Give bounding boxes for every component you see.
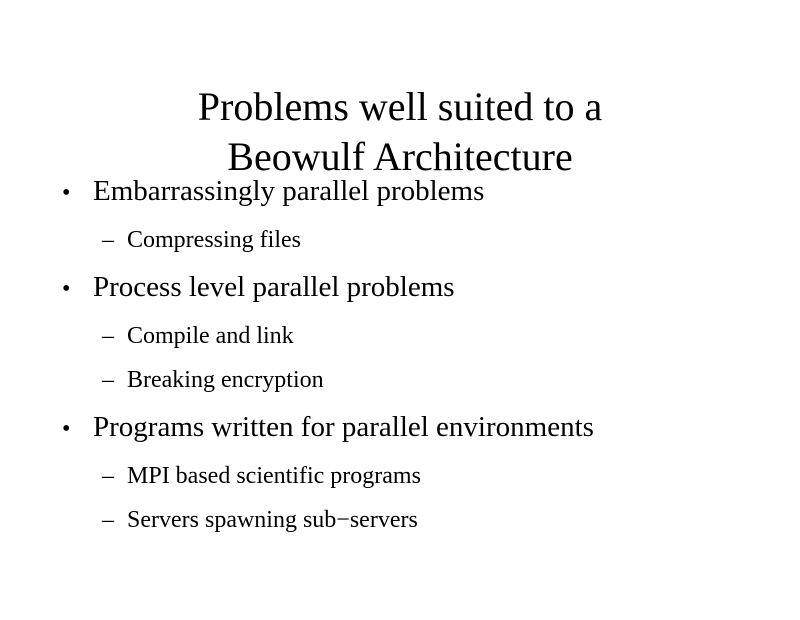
sub-item-text: Servers spawning sub−servers [127,507,418,533]
sub-item-text: Breaking encryption [127,367,324,393]
bullet-row [62,408,782,448]
sub-item [102,224,782,256]
slide-title [0,82,800,182]
bullet-text: Programs written for parallel environments [93,411,594,443]
bullet-list [62,172,782,548]
dash-icon: – [102,227,114,253]
sub-item-text: MPI based scientific programs [127,463,421,489]
bullet-item [62,172,782,256]
title-line-2: Beowulf Architecture [227,133,573,179]
bullet-item [62,408,782,536]
sub-item [102,364,782,396]
bullet-row [62,172,782,212]
sub-list [102,224,782,256]
sub-item-text: Compressing files [127,227,301,253]
bullet-row [62,268,782,308]
sub-item-text: Compile and link [127,323,294,349]
bullet-text: Embarrassingly parallel problems [93,175,485,207]
bullet-text: Process level parallel problems [93,271,455,303]
bullet-point-icon: • [62,416,71,442]
bullet-point-icon: • [62,180,71,206]
sub-item [102,320,782,352]
dash-icon: – [102,507,114,533]
sub-item [102,504,782,536]
dash-icon: – [102,463,114,489]
title-line-1: Problems well suited to a [197,83,603,129]
dash-icon: – [102,367,114,393]
bullet-item [62,268,782,396]
bullet-point-icon: • [62,276,71,302]
sub-list [102,460,782,536]
sub-list [102,320,782,396]
sub-item [102,460,782,492]
dash-icon: – [102,323,114,349]
